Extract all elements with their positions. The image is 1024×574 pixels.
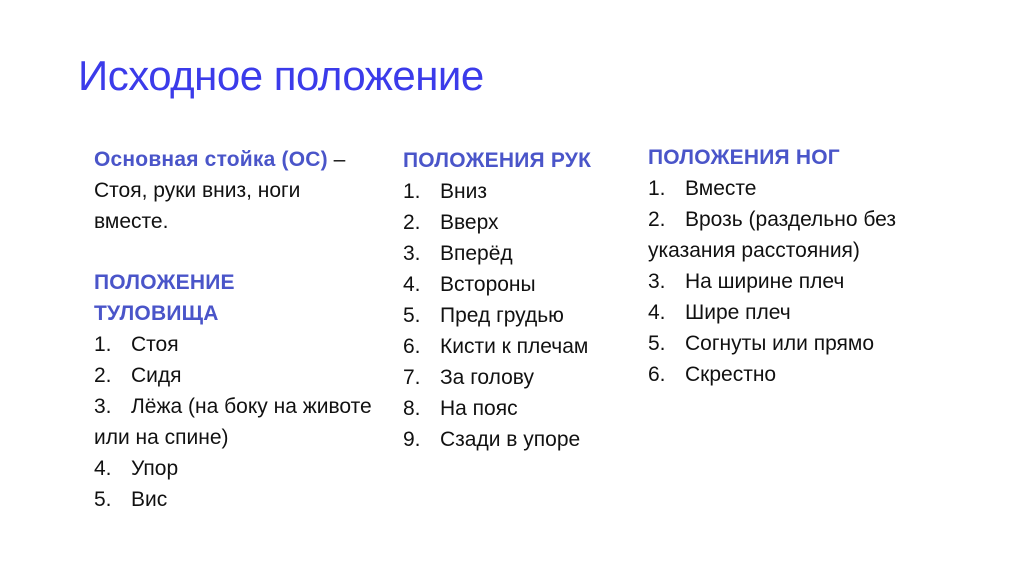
list-item-text: Согнуты или прямо bbox=[685, 332, 874, 355]
slide-title: Исходное положение bbox=[78, 52, 484, 99]
list-item bbox=[94, 484, 384, 515]
column-basic-and-torso bbox=[94, 144, 384, 515]
list-item bbox=[403, 269, 648, 300]
list-item bbox=[648, 266, 948, 297]
list-item bbox=[403, 238, 648, 269]
list-item bbox=[403, 362, 648, 393]
list-item bbox=[94, 360, 384, 391]
list-item-text: Вниз bbox=[440, 180, 487, 203]
list-item-text: Вис bbox=[131, 488, 168, 511]
basic-stance-dash: – bbox=[327, 148, 346, 171]
torso-positions-heading: ПОЛОЖЕНИЕ ТУЛОВИЩА bbox=[94, 271, 235, 325]
list-item-text: Вперёд bbox=[440, 242, 513, 265]
list-item-number: 3. bbox=[94, 395, 112, 418]
list-item-number: 2. bbox=[648, 208, 666, 231]
list-item-number: 3. bbox=[648, 270, 666, 293]
list-item-text: Вместе bbox=[685, 177, 757, 200]
list-item-text: Кисти к плечам bbox=[440, 335, 589, 358]
list-item bbox=[403, 300, 648, 331]
list-item-text: Шире плеч bbox=[685, 301, 791, 324]
list-item-text: Пред грудью bbox=[440, 304, 564, 327]
list-item-number: 1. bbox=[94, 333, 112, 356]
list-item-number: 9. bbox=[403, 428, 421, 451]
list-item-text: Скрестно bbox=[685, 363, 777, 386]
torso-positions-list bbox=[94, 329, 384, 515]
list-item-number: 5. bbox=[403, 304, 421, 327]
list-item bbox=[403, 424, 648, 455]
list-item-number: 4. bbox=[403, 273, 421, 296]
list-item-text: Сзади в упоре bbox=[440, 428, 581, 451]
list-item-text: За голову bbox=[440, 366, 534, 389]
basic-stance-description: Стоя, руки вниз, ноги вместе. bbox=[94, 179, 301, 233]
arm-positions-list bbox=[403, 176, 648, 455]
list-item-text: Встороны bbox=[440, 273, 536, 296]
arm-positions-heading: ПОЛОЖЕНИЯ РУК bbox=[403, 149, 592, 172]
column-leg-positions bbox=[648, 142, 948, 390]
list-item-number: 6. bbox=[648, 363, 666, 386]
list-item bbox=[648, 359, 948, 390]
list-item bbox=[94, 329, 384, 360]
list-item-text: Врозь (раздельно без указания расстояния) bbox=[648, 208, 896, 262]
list-item-text: На ширине плеч bbox=[685, 270, 845, 293]
list-item bbox=[403, 331, 648, 362]
list-item-text: Лёжа (на боку на животе или на спине) bbox=[94, 395, 372, 449]
list-item-text: Вверх bbox=[440, 211, 499, 234]
leg-positions-heading: ПОЛОЖЕНИЯ НОГ bbox=[648, 146, 840, 169]
list-item-number: 2. bbox=[403, 211, 421, 234]
list-item-number: 1. bbox=[648, 177, 666, 200]
list-item-number: 5. bbox=[94, 488, 112, 511]
list-item bbox=[648, 328, 948, 359]
list-item bbox=[648, 173, 948, 204]
list-item bbox=[648, 204, 948, 266]
column-arm-positions bbox=[403, 145, 648, 455]
list-item bbox=[403, 207, 648, 238]
list-item-text: Сидя bbox=[131, 364, 182, 387]
list-item-number: 7. bbox=[403, 366, 421, 389]
list-item-number: 5. bbox=[648, 332, 666, 355]
list-item-number: 2. bbox=[94, 364, 112, 387]
list-item bbox=[648, 297, 948, 328]
list-item-text: Стоя bbox=[131, 333, 179, 356]
spacer bbox=[94, 237, 384, 267]
list-item bbox=[94, 453, 384, 484]
basic-stance-block bbox=[94, 144, 384, 237]
list-item bbox=[94, 391, 384, 453]
list-item bbox=[403, 393, 648, 424]
list-item bbox=[403, 176, 648, 207]
list-item-number: 4. bbox=[94, 457, 112, 480]
list-item-text: На пояс bbox=[440, 397, 518, 420]
list-item-number: 1. bbox=[403, 180, 421, 203]
basic-stance-heading: Основная стойка (ОС) bbox=[94, 148, 328, 171]
list-item-number: 6. bbox=[403, 335, 421, 358]
list-item-number: 8. bbox=[403, 397, 421, 420]
leg-positions-list bbox=[648, 173, 948, 390]
list-item-number: 3. bbox=[403, 242, 421, 265]
list-item-number: 4. bbox=[648, 301, 666, 324]
list-item-text: Упор bbox=[131, 457, 179, 480]
